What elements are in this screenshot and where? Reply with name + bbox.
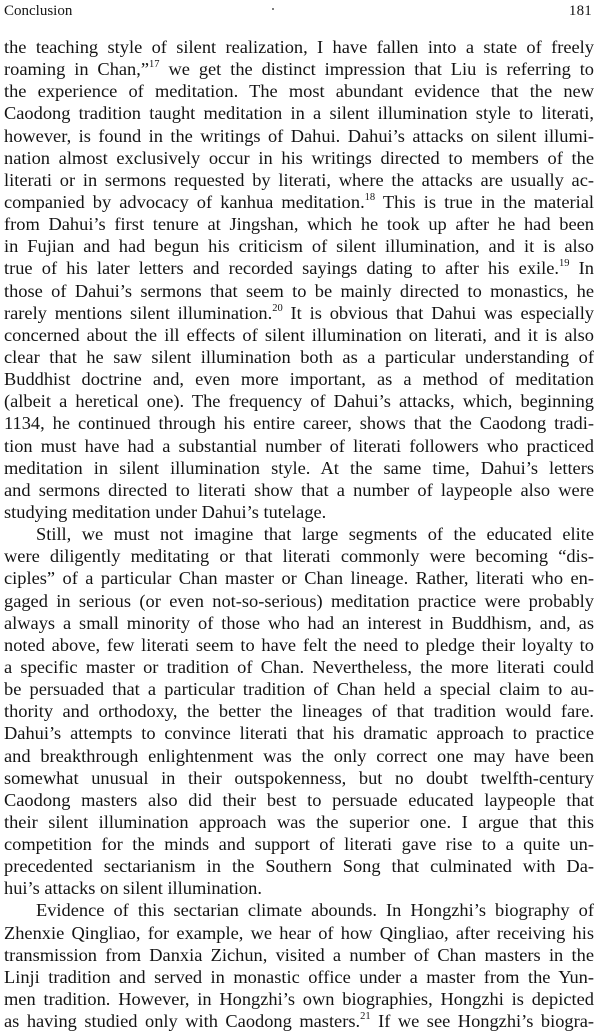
text-line-content: meditation in silent illumination style. At the same time, Dahui’s letters xyxy=(4,457,594,478)
text-line-content: somewhat unusual in their outspokenness, but no doubt twelfth-century xyxy=(4,767,594,788)
text-line xyxy=(4,612,594,634)
text-line xyxy=(4,745,594,767)
text-line-content: be persuaded that a particular tradition of Chan held a special claim to au- xyxy=(4,679,594,700)
text-line-continuation: This is true in the material xyxy=(375,191,594,212)
text-line-content: literati or in sermons requested by literati, where the attacks are usually ac- xyxy=(4,169,594,190)
text-line xyxy=(4,412,594,434)
text-line xyxy=(4,656,594,678)
section-title: Conclusion xyxy=(4,2,73,19)
footnote-marker: 17 xyxy=(149,59,160,71)
text-line-content: Dahui’s attempts to convince literati that his dramatic approach to practice xyxy=(4,723,594,744)
print-speck xyxy=(272,8,274,10)
footnote-marker: 18 xyxy=(364,191,376,203)
text-line xyxy=(4,435,594,457)
text-line xyxy=(4,147,594,169)
text-line-content: ciples” of a particular Chan master or Chan lineage. Rather, literati who en- xyxy=(4,568,594,589)
text-line xyxy=(4,634,594,656)
text-line-content: gaged in serious (or even not-so-serious) meditation practice were probably xyxy=(4,590,594,611)
text-line xyxy=(4,722,594,744)
text-line xyxy=(4,368,594,390)
footnote-marker: 21 xyxy=(360,1011,371,1023)
text-line-content: rarely mentions silent illumination. xyxy=(4,302,273,323)
text-line-continuation: If we see Hongzhi’s biogra- xyxy=(370,1011,594,1032)
text-line xyxy=(4,922,594,944)
text-line xyxy=(4,257,594,279)
text-line xyxy=(4,302,594,324)
text-line-content: the experience of meditation. The most abundant evidence that the new xyxy=(4,81,594,102)
page-number: 181 xyxy=(568,2,592,19)
text-line-content: Buddhist doctrine and, even more important, as a method of meditation xyxy=(4,369,594,390)
text-line-continuation: we get the distinct impression that Liu is referring to xyxy=(159,59,594,80)
footnote-marker: 20 xyxy=(272,302,283,314)
text-line xyxy=(4,523,594,545)
text-line xyxy=(4,567,594,589)
text-line-content: Linji tradition and served in monastic office under a master from the Yun- xyxy=(4,966,594,987)
text-line-continuation: In xyxy=(569,258,595,279)
text-line xyxy=(4,102,594,124)
text-line-content: nation almost exclusively occur in his writings directed to members of the xyxy=(4,147,594,168)
text-line-content: precedented sectarianism in the Southern Song that culminated with Da- xyxy=(4,856,594,877)
text-line-content: Zhenxie Qingliao, for example, we hear of how Qingliao, after receiving his xyxy=(4,922,594,943)
text-line-content: and sermons directed to literati show that a number of laypeople also were xyxy=(4,479,594,500)
text-line xyxy=(4,545,594,567)
text-line-content: true of his later letters and recorded sayings dating to after his exile. xyxy=(4,258,559,279)
text-line xyxy=(4,944,594,966)
text-line-content: Caodong tradition taught meditation in a silent illumination style to literati, xyxy=(4,103,594,124)
text-line xyxy=(4,855,594,877)
text-line xyxy=(4,966,594,988)
text-line-content: (albeit a heretical one). The frequency of Dahui’s attacks, which, beginning xyxy=(4,391,594,412)
text-line xyxy=(4,390,594,412)
text-line xyxy=(4,191,594,213)
text-line xyxy=(4,988,594,1010)
text-line xyxy=(4,479,594,501)
text-line-content: always a small minority of those who had an interest in Buddhism, and, as xyxy=(4,612,594,633)
text-line xyxy=(4,235,594,257)
text-line-content: transmission from Danxia Zichun, visited a number of Chan masters in the xyxy=(4,944,594,965)
text-line xyxy=(4,899,594,921)
text-line-content: however, is found in the writings of Dahui. Dahui’s attacks on silent illumi- xyxy=(4,125,594,146)
text-line xyxy=(4,767,594,789)
text-line xyxy=(4,169,594,191)
text-line-content: men tradition. However, in Hongzhi’s own biographies, Hongzhi is depicted xyxy=(4,989,594,1010)
text-line-content: clear that he saw silent illumination both as a particular understanding of xyxy=(4,346,594,367)
running-header xyxy=(4,0,592,22)
text-line-content: roaming in Chan,” xyxy=(4,59,150,80)
text-line xyxy=(4,324,594,346)
text-line xyxy=(4,213,594,235)
text-line-content: hui’s attacks on silent illumination. xyxy=(4,878,262,899)
text-line-content: noted above, few literati seem to have felt the need to pledge their loyalty to xyxy=(4,634,594,655)
text-line-content: studying meditation under Dahui’s tutelage. xyxy=(4,501,327,522)
text-line xyxy=(4,80,594,102)
text-line-content: thority and orthodoxy, the better the lineages of that tradition would fare. xyxy=(4,701,594,722)
text-line xyxy=(4,1010,594,1032)
text-line xyxy=(4,590,594,612)
text-line-content: the teaching style of silent realization, I have fallen into a state of freely xyxy=(4,37,594,57)
text-line-content: their silent illumination approach was the superior one. I argue that this xyxy=(4,811,594,832)
text-line-continuation: It is obvious that Dahui was especially xyxy=(282,302,595,323)
text-line-content: tion must have had a substantial number of literati followers who practiced xyxy=(4,435,594,456)
text-line-content: 1134, he continued through his entire career, shows that the Caodong tradi- xyxy=(4,413,594,434)
text-line-content: as having studied only with Caodong masters. xyxy=(4,1011,361,1032)
text-line-content: in Fujian and had begun his criticism of silent illumination, and it is also xyxy=(4,236,594,257)
text-line xyxy=(4,501,594,523)
text-line xyxy=(4,58,594,80)
text-line xyxy=(4,877,594,899)
text-line xyxy=(4,811,594,833)
text-line-content: Caodong masters also did their best to persuade educated laypeople that xyxy=(4,789,594,810)
text-line xyxy=(4,789,594,811)
text-line-content: companied by advocacy of kanhua meditation. xyxy=(4,191,365,212)
text-line-content: those of Dahui’s sermons that seem to be mainly directed to monastics, he xyxy=(4,280,594,301)
text-line-content: were diligently meditating or that literati commonly were becoming “dis- xyxy=(4,546,594,567)
text-line xyxy=(4,346,594,368)
text-line-content: Still, we must not imagine that large segments of the educated elite xyxy=(36,524,594,545)
text-line xyxy=(4,36,594,58)
text-line xyxy=(4,833,594,855)
text-line-content: competition for the minds and support of literati gave rise to a quite un- xyxy=(4,834,594,855)
text-line-content: concerned about the ill effects of silent illumination on literati, and it is also xyxy=(4,324,594,345)
text-line xyxy=(4,700,594,722)
text-line-content: Evidence of this sectarian climate abounds. In Hongzhi’s biography of xyxy=(36,900,594,921)
text-line-content: a specific master or tradition of Chan. Nevertheless, the more literati could xyxy=(4,656,594,677)
text-line-content: from Dahui’s first tenure at Jingshan, which he took up after he had been xyxy=(4,214,594,235)
text-line xyxy=(4,280,594,302)
text-line xyxy=(4,678,594,700)
text-line xyxy=(4,125,594,147)
footnote-marker: 19 xyxy=(559,258,570,270)
text-line xyxy=(4,457,594,479)
body-text xyxy=(4,36,594,1032)
text-line-content: and breakthrough enlightenment was the only correct one may have been xyxy=(4,745,594,766)
